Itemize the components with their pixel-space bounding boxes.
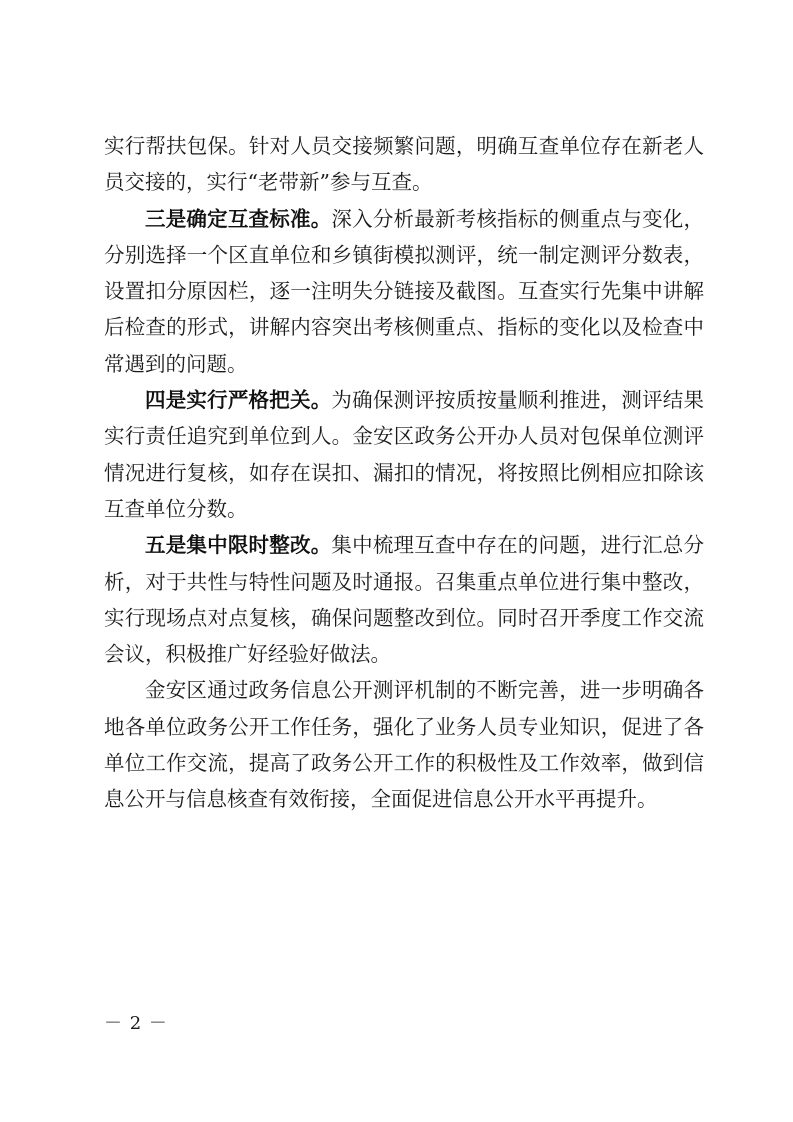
document-body — [104, 128, 704, 818]
paragraph-text: 深入分析最新考核指标的侧重点与变化，分别选择一个区直单位和乡镇街模拟测评，统一制定测评分数表，设置扣分原因栏，逐一注明失分链接及截图。互查实行先集中讲解后检查的形式，讲解内容突出考核侧重点、指标的变化以及检查中常遇到的问题。 — [104, 206, 705, 376]
paragraph-text: 实行帮扶包保。针对人员交接频繁问题，明确互查单位存在新老人员交接的，实行“老带新”参与互查。 — [104, 134, 704, 195]
paragraph-strict-check — [104, 382, 704, 527]
paragraph-lead: 五是集中限时整改。 — [145, 533, 332, 558]
paragraph-conclusion — [104, 672, 704, 817]
paragraph-standards — [104, 201, 704, 382]
paragraph-text: 金安区通过政务信息公开测评机制的不断完善，进一步明确各地各单位政务公开工作任务，强化了业务人员专业知识，促进了各单位工作交流，提高了政务公开工作的积极性及工作效率，做到信息公开与信息核查有效衔接，全面促进信息公开水平再提升。 — [104, 678, 704, 812]
paragraph-lead: 三是确定互查标准。 — [145, 206, 332, 231]
paragraph-text: 集中梳理互查中存在的问题，进行汇总分析，对于共性与特性问题及时通报。召集重点单位进行集中整改，实行现场点对点复核，确保问题整改到位。同时召开季度工作交流会议，积极推广好经验好做法。 — [104, 533, 705, 667]
paragraph-text: 为确保测评按质按量顺利推进，测评结果实行责任追究到单位到人。金安区政务公开办人员对包保单位测评情况进行复核，如存在误扣、漏扣的情况，将按照比例相应扣除该互查单位分数。 — [104, 388, 705, 521]
paragraph-continuation — [104, 128, 704, 201]
page-number: － 2 － — [104, 1013, 168, 1034]
paragraph-rectification — [104, 527, 704, 672]
paragraph-lead: 四是实行严格把关。 — [145, 388, 332, 413]
